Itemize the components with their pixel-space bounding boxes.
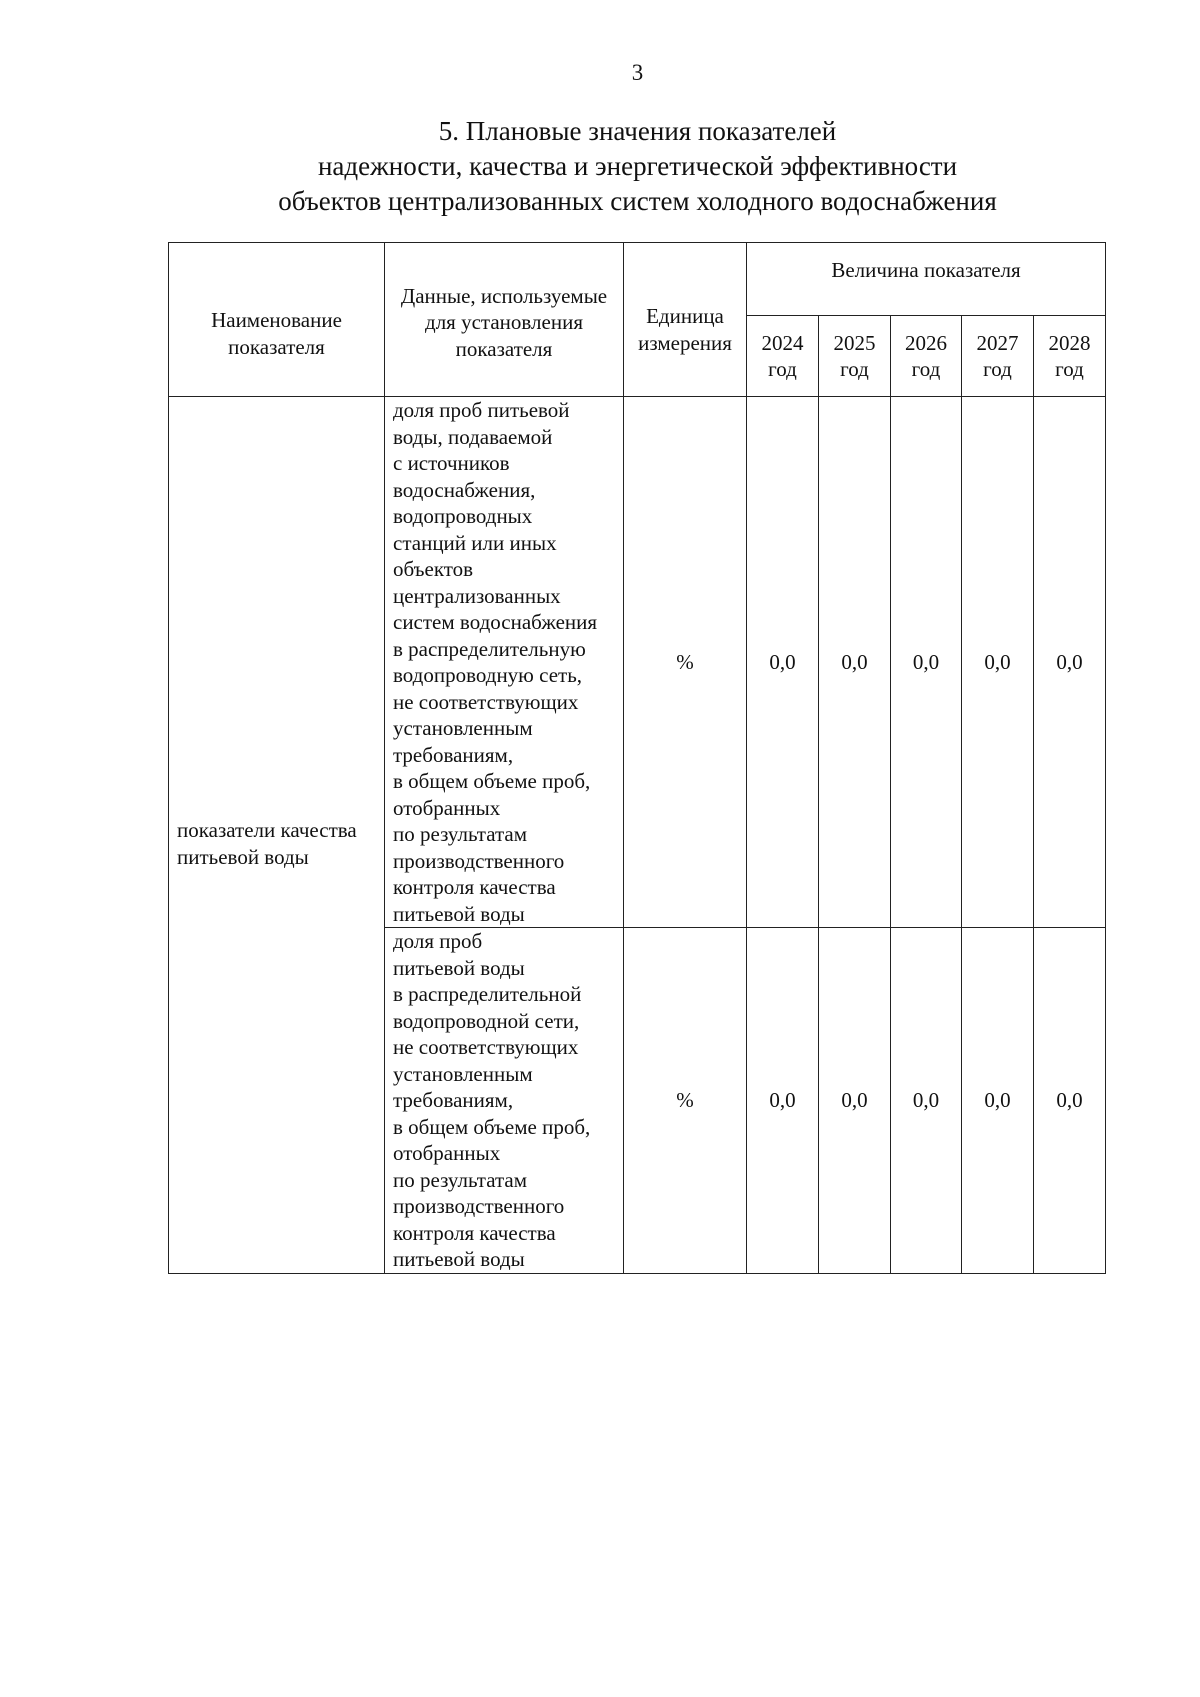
year-suffix: год <box>840 357 869 381</box>
year-suffix: год <box>768 357 797 381</box>
indicator-value: 0,0 <box>1034 397 1106 928</box>
indicator-group-name: показатели качества питьевой воды <box>169 397 385 1274</box>
indicator-value: 0,0 <box>1034 928 1106 1274</box>
year-suffix: год <box>983 357 1012 381</box>
indicator-value: 0,0 <box>962 397 1034 928</box>
year-number: 2024 <box>761 330 804 355</box>
table-row <box>169 397 1106 928</box>
year-suffix: год <box>1055 357 1084 381</box>
header-year <box>891 316 962 397</box>
indicator-unit: % <box>624 397 747 928</box>
header-year <box>962 316 1034 397</box>
year-number: 2027 <box>976 330 1019 355</box>
title-line-3: объектов централизованных систем холодного водоснабжения <box>278 186 997 216</box>
indicator-value: 0,0 <box>747 397 819 928</box>
indicator-value: 0,0 <box>747 928 819 1274</box>
header-name: Наименование показателя <box>169 243 385 397</box>
title-line-2: надежности, качества и энергетической эффективности <box>317 151 958 181</box>
indicator-data: доля проб питьевой воды в распределительной водопроводной сети, не соответствующих установленным требованиям, в общем объеме проб, отобранных по результатам производственного контроля качества питьевой воды <box>385 928 624 1274</box>
header-row <box>169 243 1106 316</box>
indicator-value: 0,0 <box>819 928 891 1274</box>
page-title <box>0 114 1200 219</box>
indicator-data: доля проб питьевой воды, подаваемой с источников водоснабжения, водопроводных станций или иных объектов централизованных систем водоснабжения в распределительную водопроводную сеть, не соответствующих установленным требованиям, в общем объеме проб, отобранных по результатам производственного контроля качества питьевой воды <box>385 397 624 928</box>
header-year <box>747 316 819 397</box>
header-value: Величина показателя <box>747 243 1106 316</box>
indicator-value: 0,0 <box>891 928 962 1274</box>
year-number: 2028 <box>1048 330 1091 355</box>
indicator-value: 0,0 <box>819 397 891 928</box>
header-year <box>819 316 891 397</box>
header-year <box>1034 316 1106 397</box>
indicator-unit: % <box>624 928 747 1274</box>
title-line-1: 5. Плановые значения показателей <box>438 116 837 146</box>
page-number: 3 <box>631 60 644 85</box>
indicator-value: 0,0 <box>962 928 1034 1274</box>
year-number: 2025 <box>833 330 876 355</box>
header-unit: Единица измерения <box>624 243 747 397</box>
header-data: Данные, используемые для установления показателя <box>385 243 624 397</box>
year-suffix: год <box>911 357 941 381</box>
indicator-value: 0,0 <box>891 397 962 928</box>
year-number: 2026 <box>905 330 947 355</box>
indicators-table <box>168 242 1106 1274</box>
